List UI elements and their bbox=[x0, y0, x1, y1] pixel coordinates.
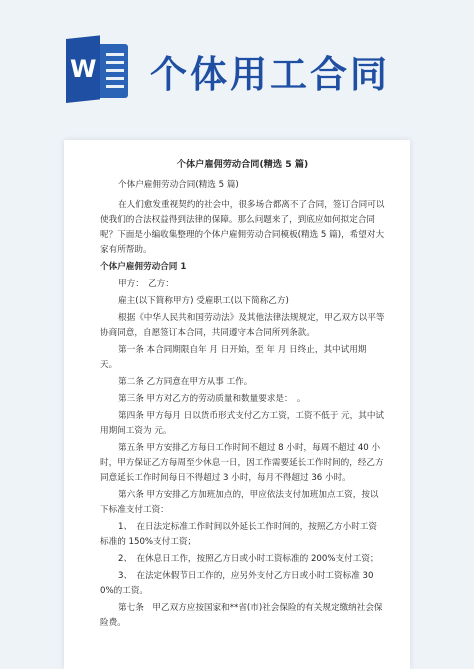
employer-employee-line: 雇主(以下简称甲方) 受雇职工(以下简称乙方) bbox=[118, 296, 289, 306]
article-1: 第一条 本合同期限自年 月 日开始，至 年 月 日终止，其中试用期 天。 bbox=[100, 345, 367, 370]
word-icon-front bbox=[66, 35, 100, 103]
document-body bbox=[100, 156, 385, 633]
article-6-item-1: 1、 在日法定标准工作时间以外延长工作时间的，按照乙方小时工资标准的 150%支付工资； bbox=[100, 522, 377, 547]
doc-subtitle: 个体户雇佣劳动合同(精选 5 篇) bbox=[118, 180, 239, 190]
parties-line: 甲方： 乙方： bbox=[118, 279, 174, 289]
header bbox=[0, 0, 474, 120]
article-6-item-2: 2、 在休息日工作，按照乙方日或小时工资标准的 200%支付工资； bbox=[118, 554, 379, 564]
legal-basis-paragraph: 根据《中华人民共和国劳动法》及其他法律法规规定，甲乙双方以平等协商同意，自愿签订本合同，共同遵守本合同所列条款。 bbox=[100, 313, 385, 338]
contract-1-heading: 个体户雇佣劳动合同 1 bbox=[100, 262, 187, 272]
article-7: 第七条 甲乙双方应按国家和**省(市)社会保险的有关规定缴纳社会保险费。 bbox=[100, 603, 383, 628]
document-title: 个体户雇佣劳动合同(精选 5 篇) bbox=[176, 159, 309, 170]
article-6-item-3: 3、 在法定休假节日工作的，应另外支付乙方日或小时工资标准 300%的工资。 bbox=[100, 571, 374, 596]
article-2: 第二条 乙方同意在甲方从事 工作。 bbox=[118, 377, 253, 387]
word-icon-letter: W bbox=[69, 55, 97, 84]
article-6: 第六条 甲方安排乙方加班加点的，甲应依法支付加班加点工资，按以下标准支付工资： bbox=[100, 490, 379, 515]
article-3: 第三条 甲方对乙方的劳动质量和数量要求是： 。 bbox=[118, 394, 306, 404]
banner-title: 个体用工合同 bbox=[150, 53, 390, 96]
doc-intro-paragraph: 在人们愈发重视契约的社会中，很多场合都离不了合同，签订合同可以使我们的合法权益得到法律的保障。那么问题来了，到底应如何拟定合同呢？下面是小编收集整理的个体户雇佣劳动合同模板(精选 5 篇)，希望对大家有所帮助。 bbox=[100, 200, 385, 255]
document-page bbox=[64, 140, 410, 669]
word-doc-icon bbox=[66, 39, 128, 103]
article-4: 第四条 甲方每月 日以货币形式支付乙方工资，工资不低于 元，其中试用期间工资为 元。 bbox=[100, 411, 385, 436]
article-5: 第五条 甲方安排乙方每日工作时间不超过 8 小时，每周不超过 40 小时，甲方保证乙方每周至少休息一日，因工作需要延长工作时间的，经乙方同意延长工作时间每日不得超过 3 小时，每月不得超过 36 小时。 bbox=[100, 443, 384, 483]
